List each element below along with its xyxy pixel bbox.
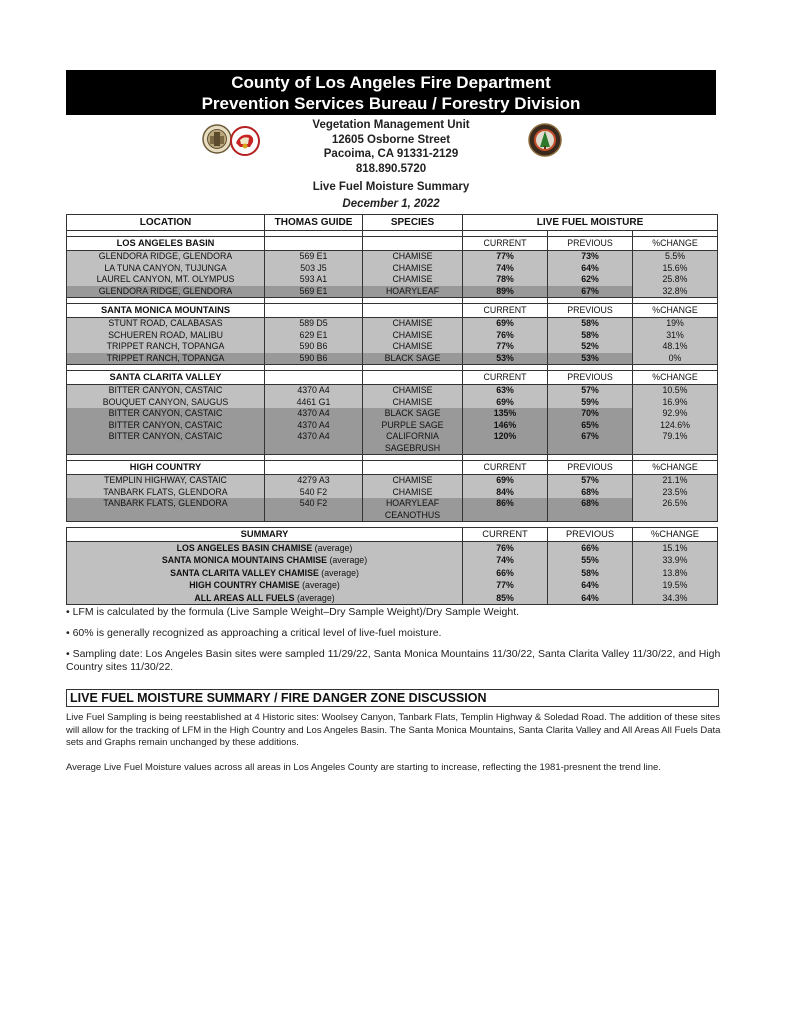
previous-value: 52%: [548, 341, 633, 353]
empty-cell: [363, 371, 463, 385]
report-date: December 1, 2022: [342, 198, 440, 210]
species-cell: [363, 286, 463, 298]
discussion-heading: LIVE FUEL MOISTURE SUMMARY / FIRE DANGER ZONE DISCUSSION: [66, 689, 719, 707]
subheader-current: CURRENT: [463, 371, 548, 385]
summary-label: LOS ANGELES BASIN CHAMISE: [176, 542, 313, 553]
summary-current: 76%: [463, 541, 548, 554]
summary-change: 19.5%: [633, 579, 718, 592]
species-name: HOARYLEAF: [385, 285, 440, 296]
subheader-previous: PREVIOUS: [548, 371, 633, 385]
title-line-1: County of Los Angeles Fire Department: [231, 73, 551, 92]
subheader-current: CURRENT: [463, 461, 548, 475]
percent-change-value: 0%: [633, 353, 718, 365]
species-name: PURPLE SAGE: [381, 419, 444, 430]
previous-value: 68%: [548, 498, 633, 522]
unit-name: Vegetation Management Unit: [312, 119, 470, 131]
species-cell: [363, 475, 463, 487]
summary-label-cell: [67, 541, 463, 554]
summary-change: 34.3%: [633, 592, 718, 605]
current-value: 76%: [463, 330, 548, 342]
current-value: 77%: [463, 251, 548, 263]
species-cell: [363, 408, 463, 420]
summary-row: [67, 567, 718, 580]
thomas-guide-cell: 4461 G1: [265, 397, 363, 409]
summary-row: [67, 579, 718, 592]
species-cell: [363, 274, 463, 286]
current-value: 74%: [463, 263, 548, 275]
species-name: HOARYLEAF: [385, 498, 440, 508]
location-cell: BITTER CANYON, CASTAIC: [67, 420, 265, 432]
table-row: [67, 353, 718, 365]
table-header-row: [67, 215, 718, 231]
current-value: 63%: [463, 385, 548, 397]
summary-label-suffix: (average): [302, 580, 340, 590]
percent-change-value: 5.5%: [633, 251, 718, 263]
empty-cell: [363, 304, 463, 318]
species-cell: [363, 498, 463, 522]
percent-change-value: 92.9%: [633, 408, 718, 420]
thomas-guide-cell: 593 A1: [265, 274, 363, 286]
location-cell: STUNT ROAD, CALABASAS: [67, 318, 265, 330]
summary-current: 66%: [463, 567, 548, 580]
table-row: [67, 286, 718, 298]
thomas-guide-cell: 4279 A3: [265, 475, 363, 487]
thomas-guide-cell: 4370 A4: [265, 408, 363, 420]
summary-row: [67, 592, 718, 605]
table-row: [67, 475, 718, 487]
summary-current: 85%: [463, 592, 548, 605]
species-cell: [363, 263, 463, 275]
location-cell: LA TUNA CANYON, TUJUNGA: [67, 263, 265, 275]
summary-label-cell: [67, 592, 463, 605]
percent-change-value: 15.6%: [633, 263, 718, 275]
previous-value: 68%: [548, 487, 633, 499]
summary-previous: 66%: [548, 541, 633, 554]
thomas-guide-cell: 4370 A4: [265, 420, 363, 432]
previous-value: 67%: [548, 431, 633, 455]
percent-change-value: 26.5%: [633, 498, 718, 522]
percent-change-value: 10.5%: [633, 385, 718, 397]
previous-value: 64%: [548, 263, 633, 275]
species-name: CHAMISE: [392, 396, 433, 407]
address-block: [280, 118, 502, 176]
species-name: CHAMISE: [392, 318, 433, 328]
discussion-paragraph: Average Live Fuel Moisture values across all areas in Los Angeles County are starting to increase, reflecting the 1981-presnent the trend line.: [66, 762, 661, 774]
summary-previous: 58%: [548, 567, 633, 580]
species-name-line-2: CEANOTHUS: [384, 509, 441, 520]
percent-change-value: 16.9%: [633, 397, 718, 409]
discussion-body: [66, 712, 726, 787]
species-name: CHAMISE: [392, 274, 433, 284]
table-row: [67, 251, 718, 263]
subheader-change: %CHANGE: [633, 237, 718, 251]
current-value: 53%: [463, 353, 548, 365]
table-row: [67, 385, 718, 397]
empty-cell: [363, 237, 463, 251]
summary-label: SANTA MONICA MOUNTAINS CHAMISE: [161, 555, 328, 565]
note-critical-level: • 60% is generally recognized as approaching a critical level of live-fuel moisture.: [66, 627, 442, 639]
summary-row: [67, 541, 718, 554]
previous-value: 53%: [548, 353, 633, 365]
current-value: 69%: [463, 397, 548, 409]
current-value: 86%: [463, 498, 548, 522]
summary-change: 13.8%: [633, 567, 718, 580]
species-cell: [363, 330, 463, 342]
current-value: 135%: [463, 408, 548, 420]
forestry-division-badge-icon: [528, 123, 562, 157]
thomas-guide-cell: 503 J5: [265, 263, 363, 275]
fire-department-badge-icon: [230, 126, 260, 156]
region-name: HIGH COUNTRY: [67, 461, 265, 475]
previous-value: 70%: [548, 408, 633, 420]
summary-label-cell: [67, 567, 463, 580]
note-sampling-date: • Sampling date: Los Angeles Basin sites were sampled 11/29/22, Santa Monica Mountains 11/30/22, Santa Clarita Valley 11/30/22, and High Country sites 11/30/22.: [66, 648, 721, 673]
subheader-previous: PREVIOUS: [548, 237, 633, 251]
title-line-2: Prevention Services Bureau / Forestry Division: [201, 94, 581, 113]
location-cell: GLENDORA RIDGE, GLENDORA: [67, 286, 265, 298]
summary-current: 77%: [463, 579, 548, 592]
region-name: SANTA CLARITA VALLEY: [67, 371, 265, 385]
percent-change-value: 21.1%: [633, 475, 718, 487]
location-cell: SCHUEREN ROAD, MALIBU: [67, 330, 265, 342]
species-cell: [363, 487, 463, 499]
thomas-guide-cell: 590 B6: [265, 353, 363, 365]
summary-label: ALL AREAS ALL FUELS: [194, 592, 295, 603]
thomas-guide-cell: 629 E1: [265, 330, 363, 342]
subheader-current: CURRENT: [463, 304, 548, 318]
summary-row: [67, 554, 718, 567]
table-row: [67, 408, 718, 420]
previous-value: 57%: [548, 475, 633, 487]
current-value: 77%: [463, 341, 548, 353]
subheader-previous: PREVIOUS: [548, 304, 633, 318]
col-header-thomas-guide: THOMAS GUIDE: [265, 215, 363, 231]
species-name: CALIFORNIA: [386, 431, 439, 441]
thomas-guide-cell: 4370 A4: [265, 431, 363, 455]
summary-label-cell: [67, 554, 463, 567]
table-row: [67, 498, 718, 522]
location-cell: BITTER CANYON, CASTAIC: [67, 431, 265, 455]
thomas-guide-cell: 569 E1: [265, 286, 363, 298]
species-cell: [363, 431, 463, 455]
location-cell: BOUQUET CANYON, SAUGUS: [67, 397, 265, 409]
summary-change: 33.9%: [633, 554, 718, 567]
summary-previous: 64%: [548, 579, 633, 592]
table-row: [67, 431, 718, 455]
previous-value: 67%: [548, 286, 633, 298]
percent-change-value: 124.6%: [633, 420, 718, 432]
empty-cell: [265, 371, 363, 385]
table-row: [67, 318, 718, 330]
location-cell: BITTER CANYON, CASTAIC: [67, 408, 265, 420]
empty-cell: [265, 237, 363, 251]
species-cell: [363, 251, 463, 263]
summary-label-suffix: (average): [297, 592, 335, 603]
summary-label: SANTA CLARITA VALLEY CHAMISE: [170, 567, 319, 578]
species-name: CHAMISE: [392, 262, 433, 273]
species-name: CHAMISE: [392, 385, 433, 395]
percent-change-value: 19%: [633, 318, 718, 330]
percent-change-value: 25.8%: [633, 274, 718, 286]
species-name: BLACK SAGE: [384, 352, 441, 363]
location-cell: TANBARK FLATS, GLENDORA: [67, 498, 265, 522]
region-header-row: [67, 371, 718, 385]
summary-label-suffix: (average): [321, 567, 359, 578]
species-cell: [363, 341, 463, 353]
table-row: [67, 397, 718, 409]
location-cell: TANBARK FLATS, GLENDORA: [67, 487, 265, 499]
percent-change-value: 31%: [633, 330, 718, 342]
thomas-guide-cell: 540 F2: [265, 498, 363, 522]
title-banner: [66, 70, 716, 115]
current-value: 84%: [463, 487, 548, 499]
species-name: CHAMISE: [392, 251, 433, 261]
col-header-species: SPECIES: [363, 215, 463, 231]
summary-label: HIGH COUNTRY CHAMISE: [189, 580, 300, 590]
previous-value: 62%: [548, 274, 633, 286]
summary-previous: 64%: [548, 592, 633, 605]
species-name: BLACK SAGE: [384, 408, 441, 418]
previous-value: 73%: [548, 251, 633, 263]
current-value: 120%: [463, 431, 548, 455]
region-header-row: [67, 237, 718, 251]
current-value: 78%: [463, 274, 548, 286]
summary-header: SUMMARY: [67, 528, 463, 542]
location-cell: TRIPPET RANCH, TOPANGA: [67, 341, 265, 353]
species-cell: [363, 385, 463, 397]
location-cell: BITTER CANYON, CASTAIC: [67, 385, 265, 397]
species-name: CHAMISE: [392, 486, 433, 497]
subheader-change: %CHANGE: [633, 461, 718, 475]
previous-value: 57%: [548, 385, 633, 397]
summary-label-suffix: (average): [329, 555, 368, 565]
summary-header-row: [67, 528, 718, 542]
summary-subheader-previous: PREVIOUS: [548, 528, 633, 542]
col-header-live-fuel-moisture: LIVE FUEL MOISTURE: [463, 215, 718, 231]
subheader-change: %CHANGE: [633, 371, 718, 385]
previous-value: 58%: [548, 318, 633, 330]
live-fuel-moisture-table: [66, 214, 718, 522]
previous-value: 58%: [548, 330, 633, 342]
city-state-zip: Pacoima, CA 91331-2129: [323, 148, 459, 160]
thomas-guide-cell: 589 D5: [265, 318, 363, 330]
species-cell: [363, 353, 463, 365]
report-subtitle: Live Fuel Moisture Summary: [312, 181, 470, 193]
current-value: 69%: [463, 318, 548, 330]
percent-change-value: 48.1%: [633, 341, 718, 353]
species-cell: [363, 420, 463, 432]
table-row: [67, 263, 718, 275]
location-cell: TEMPLIN HIGHWAY, CASTAIC: [67, 475, 265, 487]
species-cell: [363, 397, 463, 409]
table-row: [67, 274, 718, 286]
current-value: 89%: [463, 286, 548, 298]
county-seal-icon: [202, 124, 232, 154]
summary-label-suffix: (average): [314, 542, 353, 553]
region-header-row: [67, 461, 718, 475]
subheader-current: CURRENT: [463, 237, 548, 251]
location-cell: LAUREL CANYON, MT. OLYMPUS: [67, 274, 265, 286]
summary-subheader-change: %CHANGE: [633, 528, 718, 542]
table-row: [67, 420, 718, 432]
street-address: 12605 Osborne Street: [331, 133, 451, 146]
species-name: CHAMISE: [392, 475, 433, 485]
summary-label-cell: [67, 579, 463, 592]
thomas-guide-cell: 569 E1: [265, 251, 363, 263]
species-name: CHAMISE: [392, 341, 433, 351]
table-row: [67, 341, 718, 353]
region-header-row: [67, 304, 718, 318]
previous-value: 65%: [548, 420, 633, 432]
notes-section: [66, 606, 726, 682]
location-cell: GLENDORA RIDGE, GLENDORA: [67, 251, 265, 263]
species-name: CHAMISE: [392, 329, 433, 340]
thomas-guide-cell: 590 B6: [265, 341, 363, 353]
current-value: 69%: [463, 475, 548, 487]
table-row: [67, 330, 718, 342]
species-name-line-2: SAGEBRUSH: [384, 442, 441, 453]
region-name: LOS ANGELES BASIN: [67, 237, 265, 251]
summary-table: [66, 527, 718, 605]
previous-value: 59%: [548, 397, 633, 409]
thomas-guide-cell: 4370 A4: [265, 385, 363, 397]
summary-previous: 55%: [548, 554, 633, 567]
summary-change: 15.1%: [633, 541, 718, 554]
empty-cell: [363, 461, 463, 475]
empty-cell: [265, 461, 363, 475]
percent-change-value: 32.8%: [633, 286, 718, 298]
discussion-paragraph: Live Fuel Sampling is being reestablished at 4 Historic sites: Woolsey Canyon, Tanbark Flats, Templin Highway & Soledad Road. The addition of these sites will allow for the tracking of LFM in the High Country and Los Angeles Basin. The Santa Monica Mountains, Santa Clarita Valley and All Areas All Fuels Data sets and Graphs remain unchanged by these additions.: [66, 712, 721, 749]
location-cell: TRIPPET RANCH, TOPANGA: [67, 353, 265, 365]
summary-current: 74%: [463, 554, 548, 567]
col-header-location: LOCATION: [67, 215, 265, 231]
phone-number: 818.890.5720: [355, 162, 427, 175]
subheader-change: %CHANGE: [633, 304, 718, 318]
region-name: SANTA MONICA MOUNTAINS: [67, 304, 265, 318]
summary-subheader-current: CURRENT: [463, 528, 548, 542]
current-value: 146%: [463, 420, 548, 432]
table-row: [67, 487, 718, 499]
note-formula: • LFM is calculated by the formula (Live Sample Weight–Dry Sample Weight)/Dry Sample Weight.: [66, 606, 520, 618]
percent-change-value: 23.5%: [633, 487, 718, 499]
percent-change-value: 79.1%: [633, 431, 718, 455]
empty-cell: [265, 304, 363, 318]
subheader-previous: PREVIOUS: [548, 461, 633, 475]
species-cell: [363, 318, 463, 330]
thomas-guide-cell: 540 F2: [265, 487, 363, 499]
